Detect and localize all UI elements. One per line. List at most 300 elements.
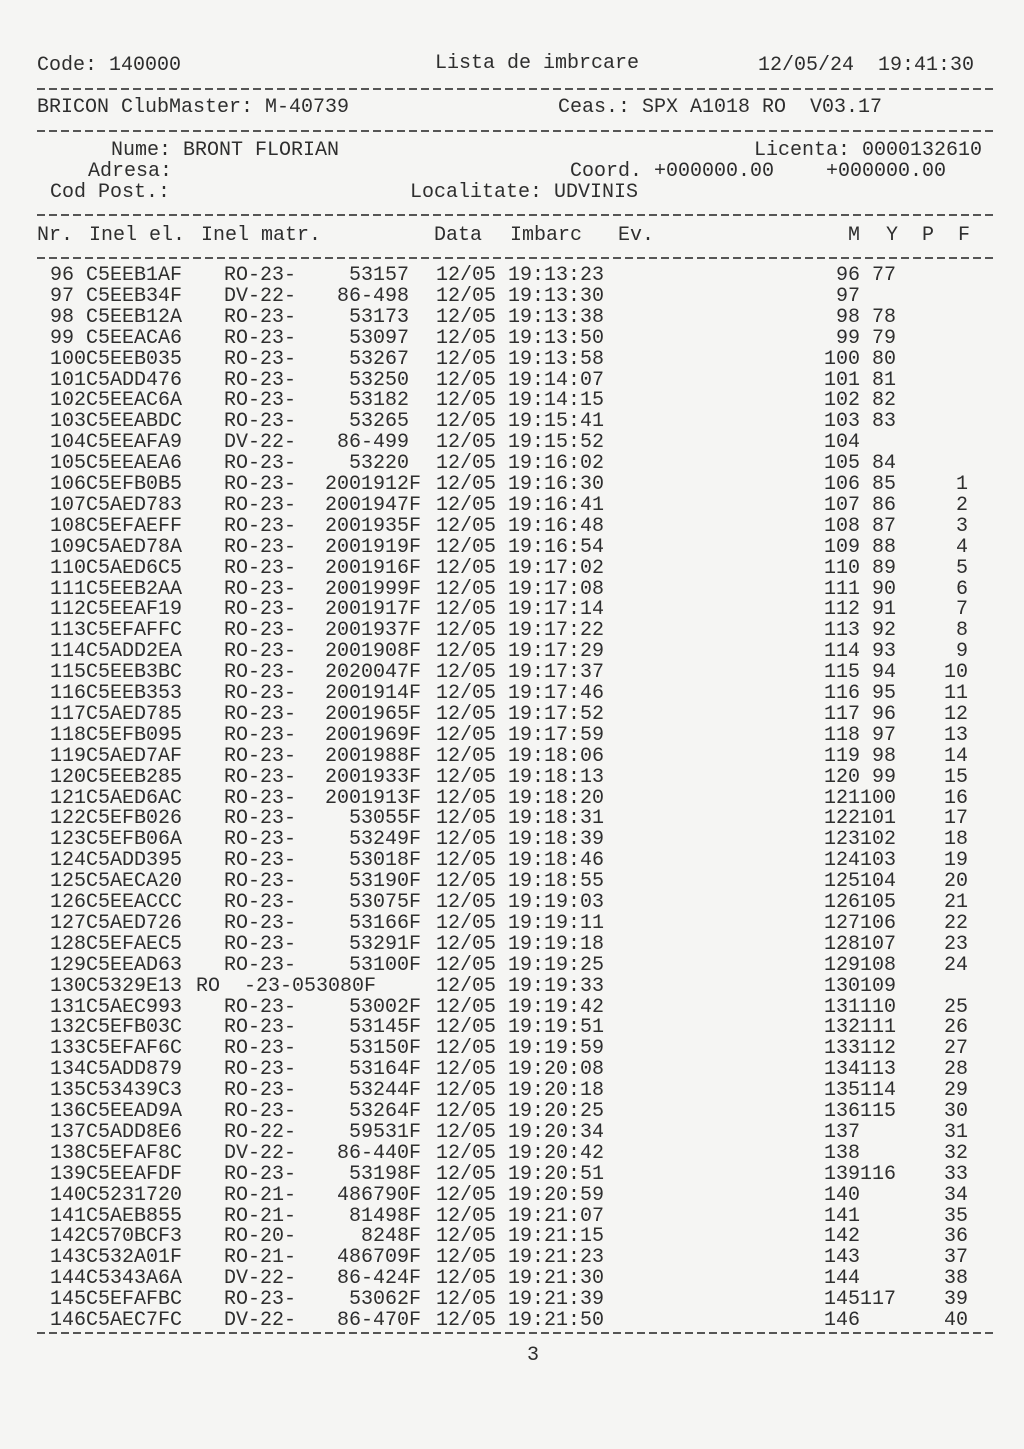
time-cell: 19:14:15 [508,389,605,413]
y-cell: 88 [871,535,896,559]
row-number: 115 [50,661,87,685]
electronic-ring: C5AECA20 [86,870,183,894]
row-number: 116 [50,682,87,705]
table-row [0,955,1024,976]
row-number: 124 [50,849,87,873]
row-number: 99 [50,326,75,350]
electronic-ring: C5EEB34F [86,284,183,308]
f-cell: 22 [943,911,968,935]
date-cell: 12/05 [436,1037,497,1061]
time-cell: 19:19:11 [508,911,605,935]
row-number: 128 [50,932,87,956]
time-cell: 19:16:02 [508,452,605,476]
time-cell: 19:21:15 [508,1225,605,1249]
date-cell: 12/05 [436,911,497,935]
electronic-ring: C5EFAEFF [86,514,183,538]
license-label: Licenta: [754,139,851,162]
time-cell: 19:20:34 [508,1120,605,1144]
table-row [0,997,1024,1018]
m-cell: 142 [824,1225,861,1249]
time-cell: 19:17:02 [508,556,605,580]
coord-label: Coord. [570,160,643,183]
ring-number: 2001965F [324,702,421,726]
time-cell: 19:21:30 [508,1267,605,1291]
ring-number: 8248F [360,1225,421,1249]
m-cell: 123 [824,828,861,852]
table-row [0,537,1024,558]
y-cell: 97 [871,723,896,747]
y-cell: 79 [871,326,896,350]
ring-prefix: RO-23- [224,723,297,747]
date-cell: 12/05 [436,953,497,977]
date-cell: 12/05 [436,891,497,914]
ring-prefix: RO-23- [224,1016,297,1040]
table-row [0,516,1024,537]
ring-number: 2001937F [324,619,421,643]
m-cell: 129 [824,953,861,977]
ring-prefix: RO-21- [224,1204,297,1228]
date-cell: 12/05 [436,702,497,726]
row-number: 108 [50,514,87,538]
time-cell: 19:13:58 [508,347,605,371]
col-inel-matr: Inel matr. [201,224,322,247]
f-cell: 35 [943,1204,968,1228]
row-number: 144 [50,1267,87,1291]
ring-number: 53198F [348,1162,421,1186]
row-number: 102 [50,389,87,413]
m-cell: 131 [824,995,861,1019]
y-cell: 90 [871,577,896,601]
date-cell: 12/05 [436,661,497,685]
ring-number: 53173 [348,305,409,329]
f-cell: 17 [943,807,968,831]
row-number: 110 [50,556,87,580]
electronic-ring: C5EFB03C [86,1016,183,1040]
y-cell: 104 [860,870,897,894]
ring-registration: RO -23-053080F [196,974,377,998]
table-row [0,746,1024,767]
time-cell: 19:18:55 [508,870,605,894]
ring-prefix: RO-23- [224,807,297,831]
table-row [0,1164,1024,1185]
time-cell: 19:19:51 [508,1016,605,1040]
license-value: 0000132610 [862,139,983,162]
f-cell: 4 [955,535,968,559]
time-cell: 19:20:25 [508,1100,605,1123]
ring-prefix: RO-23- [224,1079,297,1103]
ring-prefix: DV-22- [224,284,297,308]
row-number: 123 [50,828,87,852]
ring-prefix: RO-23- [224,1100,297,1123]
y-cell: 112 [860,1037,897,1061]
row-number: 130 [50,974,87,998]
time-cell: 19:15:41 [508,410,605,434]
ring-number: 2001933F [324,765,421,789]
ring-number: 59531F [348,1120,421,1144]
ring-number: 53018F [348,849,421,873]
electronic-ring: C5AEC7FC [86,1309,183,1332]
ring-prefix: RO-23- [224,1288,297,1312]
ring-number: 53166F [348,911,421,935]
time-cell: 19:20:18 [508,1079,605,1103]
date-cell: 12/05 [436,347,497,371]
ring-prefix: RO-23- [224,828,297,852]
table-row [0,767,1024,788]
ring-prefix: DV-22- [224,1309,297,1332]
electronic-ring: C5EEB285 [86,765,183,789]
f-cell: 32 [943,1141,968,1165]
f-cell: 23 [943,932,968,956]
m-cell: 112 [824,598,861,622]
time-cell: 19:19:18 [508,932,605,956]
ring-number: 2001999F [324,577,421,601]
row-number: 122 [50,807,87,831]
m-cell: 146 [824,1309,861,1332]
ring-prefix: RO-23- [224,849,297,873]
y-cell: 98 [871,744,896,768]
col-data: Data [434,224,483,247]
electronic-ring: C5EEB3BC [86,661,183,685]
m-cell: 121 [824,786,861,810]
m-cell: 106 [824,473,861,496]
row-number: 112 [50,598,87,622]
ring-number: 53182 [348,389,409,413]
f-cell: 3 [955,514,968,538]
row-number: 111 [50,577,87,601]
time-cell: 19:20:51 [508,1162,605,1186]
m-cell: 116 [824,682,861,705]
time-cell: 19:13:23 [508,264,605,287]
ring-number: 486790F [336,1183,421,1207]
time-cell: 19:17:37 [508,661,605,685]
electronic-ring: C5EEAFDF [86,1162,183,1186]
time-cell: 19:15:52 [508,431,605,455]
f-cell: 37 [943,1246,968,1270]
date-cell: 12/05 [436,744,497,768]
row-number: 103 [50,410,87,434]
row-number: 106 [50,473,87,496]
table-row [0,1226,1024,1247]
f-cell: 13 [943,723,968,747]
electronic-ring: C5ADD395 [86,849,183,873]
ring-number: 86-499 [336,431,409,455]
f-cell: 6 [955,577,968,601]
ring-number: 53150F [348,1037,421,1061]
electronic-ring: C5AEC993 [86,995,183,1019]
m-cell: 108 [824,514,861,538]
ring-prefix: RO-23- [224,932,297,956]
ring-prefix: RO-23- [224,264,297,287]
time-cell: 19:13:30 [508,284,605,308]
row-number: 105 [50,452,87,476]
electronic-ring: C5EFB026 [86,807,183,831]
table-row [0,808,1024,829]
ring-prefix: RO-23- [224,870,297,894]
y-cell: 81 [871,368,896,392]
time-cell: 19:16:48 [508,514,605,538]
ring-prefix: RO-23- [224,452,297,476]
time-cell: 19:17:52 [508,702,605,726]
electronic-ring: C5EFAF6C [86,1037,183,1061]
table-row [0,1101,1024,1122]
ring-prefix: RO-23- [224,1037,297,1061]
ring-prefix: RO-23- [224,1162,297,1186]
y-cell: 84 [871,452,896,476]
f-cell: 38 [943,1267,968,1291]
y-cell: 87 [871,514,896,538]
ring-prefix: RO-23- [224,347,297,371]
row-number: 135 [50,1079,87,1103]
locality-value: UDVINIS [554,181,639,204]
ring-number: 2001913F [324,786,421,810]
time-cell: 19:17:46 [508,682,605,705]
date-cell: 12/05 [436,326,497,350]
table-row [0,1268,1024,1289]
table-row [0,892,1024,913]
ring-number: 53250 [348,368,409,392]
time-cell: 19:17:14 [508,598,605,622]
y-cell: 109 [860,974,897,998]
time-cell: 19:19:59 [508,1037,605,1061]
y-cell: 82 [871,389,896,413]
y-cell: 85 [871,473,896,496]
ring-prefix: RO-23- [224,661,297,685]
print-time: 19:41:30 [878,54,975,77]
date-cell: 12/05 [436,640,497,664]
time-cell: 19:19:25 [508,953,605,977]
print-date: 12/05/24 [758,54,855,77]
ring-prefix: RO-23- [224,619,297,643]
electronic-ring: C5ADD879 [86,1058,183,1082]
electronic-ring: C5343A6A [86,1267,183,1291]
y-cell: 91 [871,598,896,622]
ring-prefix: RO-23- [224,326,297,350]
time-cell: 19:19:42 [508,995,605,1019]
date-cell: 12/05 [436,1058,497,1082]
ring-number: 53220 [348,452,409,476]
row-number: 146 [50,1309,87,1332]
ring-number: 86-470F [336,1309,421,1332]
time-cell: 19:16:30 [508,473,605,496]
f-cell: 16 [943,786,968,810]
electronic-ring: C5EFAFBC [86,1288,183,1312]
electronic-ring: C5EEAD9A [86,1100,183,1123]
date-cell: 12/05 [436,1016,497,1040]
coord-x: +000000.00 [654,160,775,183]
table-row [0,1080,1024,1101]
m-cell: 103 [824,410,861,434]
ring-number: 53164F [348,1058,421,1082]
electronic-ring: C5EEB1AF [86,264,183,287]
time-cell: 19:21:23 [508,1246,605,1270]
f-cell: 19 [943,849,968,873]
y-cell: 99 [871,765,896,789]
electronic-ring: C5EFAF8C [86,1141,183,1165]
ring-number: 2020047F [324,661,421,685]
date-cell: 12/05 [436,1162,497,1186]
table-row [0,788,1024,809]
m-cell: 109 [824,535,861,559]
ring-prefix: RO-23- [224,556,297,580]
ring-prefix: RO-23- [224,473,297,496]
time-cell: 19:17:08 [508,577,605,601]
table-row [0,871,1024,892]
time-cell: 19:13:50 [508,326,605,350]
y-cell: 101 [860,807,897,831]
date-cell: 12/05 [436,598,497,622]
ring-prefix: DV-22- [224,1141,297,1165]
m-cell: 100 [824,347,861,371]
time-cell: 19:19:33 [508,974,605,998]
m-cell: 105 [824,452,861,476]
row-number: 120 [50,765,87,789]
y-cell: 92 [871,619,896,643]
f-cell: 31 [943,1120,968,1144]
ring-prefix: RO-23- [224,702,297,726]
row-number: 132 [50,1016,87,1040]
f-cell: 2 [955,493,968,517]
time-cell: 19:17:22 [508,619,605,643]
time-cell: 19:18:31 [508,807,605,831]
date-cell: 12/05 [436,765,497,789]
f-cell: 27 [943,1037,968,1061]
date-cell: 12/05 [436,410,497,434]
m-cell: 127 [824,911,861,935]
ring-number: 53249F [348,828,421,852]
date-cell: 12/05 [436,1225,497,1249]
f-cell: 24 [943,953,968,977]
ring-number: 2001914F [324,682,421,705]
m-cell: 115 [824,661,861,685]
row-number: 118 [50,723,87,747]
ring-number: 53157 [348,264,409,287]
m-cell: 145 [824,1288,861,1312]
f-cell: 34 [943,1183,968,1207]
m-cell: 96 [835,264,860,287]
table-row [0,829,1024,850]
electronic-ring: C5EFB0B5 [86,473,183,496]
electronic-ring: C5EFB06A [86,828,183,852]
date-cell: 12/05 [436,1079,497,1103]
time-cell: 19:18:46 [508,849,605,873]
electronic-ring: C5EEAFA9 [86,431,183,455]
date-cell: 12/05 [436,619,497,643]
y-cell: 111 [860,1016,897,1040]
m-cell: 99 [835,326,860,350]
electronic-ring: C5AED785 [86,702,183,726]
electronic-ring: C5EEABDC [86,410,183,434]
ring-number: 86-424F [336,1267,421,1291]
table-row [0,1038,1024,1059]
row-number: 138 [50,1141,87,1165]
time-cell: 19:16:41 [508,493,605,517]
table-row [0,1206,1024,1227]
ring-number: 53291F [348,932,421,956]
electronic-ring: C5EEACA6 [86,326,183,350]
m-cell: 132 [824,1016,861,1040]
table-row [0,1310,1024,1331]
ring-number: 486709F [336,1246,421,1270]
m-cell: 117 [824,702,861,726]
electronic-ring: C5EEAC6A [86,389,183,413]
electronic-ring: C5EEB12A [86,305,183,329]
row-number: 133 [50,1037,87,1061]
ring-number: 53190F [348,870,421,894]
row-number: 134 [50,1058,87,1082]
row-number: 114 [50,640,87,664]
date-cell: 12/05 [436,828,497,852]
ring-prefix: RO-23- [224,891,297,914]
m-cell: 134 [824,1058,861,1082]
ring-number: 2001947F [324,493,421,517]
y-cell: 106 [860,911,897,935]
electronic-ring: C5AED6AC [86,786,183,810]
coord-y: +000000.00 [826,160,947,183]
ring-prefix: RO-23- [224,786,297,810]
ring-prefix: RO-23- [224,1058,297,1082]
date-cell: 12/05 [436,389,497,413]
m-cell: 144 [824,1267,861,1291]
code-label: Code: [37,54,98,77]
table-row [0,1017,1024,1038]
ring-prefix: RO-23- [224,305,297,329]
time-cell: 19:19:03 [508,891,605,914]
m-cell: 133 [824,1037,861,1061]
ring-prefix: RO-23- [224,682,297,705]
f-cell: 21 [943,891,968,914]
ring-number: 2001916F [324,556,421,580]
clock-version: V03.17 [810,96,883,119]
electronic-ring: C570BCF3 [86,1225,183,1249]
row-number: 98 [50,305,75,329]
table-row [0,579,1024,600]
table-row [0,558,1024,579]
electronic-ring: C5EEB2AA [86,577,183,601]
electronic-ring: C5231720 [86,1183,183,1207]
m-cell: 101 [824,368,861,392]
time-cell: 19:20:42 [508,1141,605,1165]
col-p: P [922,224,935,247]
y-cell: 102 [860,828,897,852]
ring-number: 86-440F [336,1141,421,1165]
ring-prefix: RO-23- [224,744,297,768]
f-cell: 25 [943,995,968,1019]
club-value: M-40739 [265,96,350,119]
row-number: 104 [50,431,87,455]
electronic-ring: C5AEB855 [86,1204,183,1228]
time-cell: 19:17:29 [508,640,605,664]
row-number: 107 [50,493,87,517]
row-number: 100 [50,347,87,371]
row-number: 117 [50,702,87,726]
ring-prefix: RO-21- [224,1246,297,1270]
f-cell: 33 [943,1162,968,1186]
y-cell: 117 [860,1288,897,1312]
table-row [0,1059,1024,1080]
electronic-ring: C5ADD2EA [86,640,183,664]
electronic-ring: C5329E13 [86,974,183,998]
ring-number: 53075F [348,891,421,914]
f-cell: 1 [955,473,968,496]
row-number: 131 [50,995,87,1019]
row-number: 97 [50,284,75,308]
date-cell: 12/05 [436,1246,497,1270]
date-cell: 12/05 [436,870,497,894]
ring-number: 53097 [348,326,409,350]
ring-number: 2001912F [324,473,421,496]
date-cell: 12/05 [436,1141,497,1165]
col-m: M [848,224,861,247]
